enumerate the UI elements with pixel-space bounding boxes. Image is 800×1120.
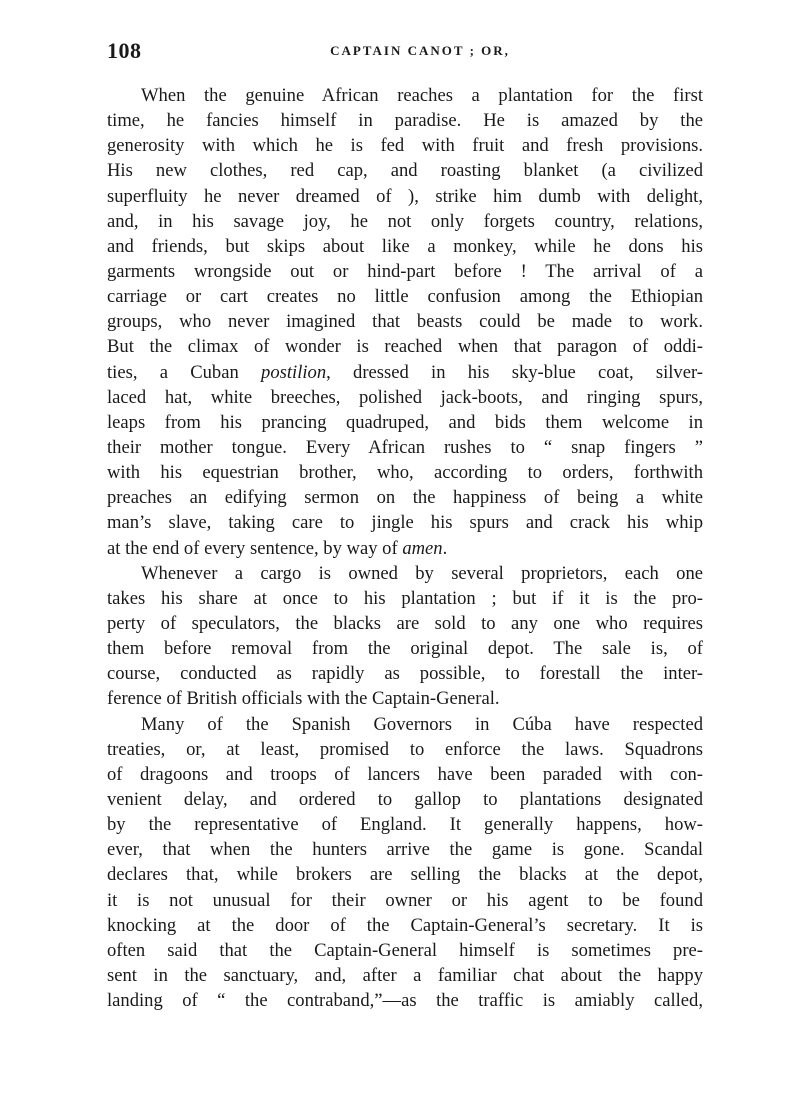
text-line bbox=[107, 510, 703, 535]
text-segment: But the climax of wonder is reached when that paragon of oddi- bbox=[107, 336, 703, 358]
text-segment: Whenever a cargo is owned by several proprietors, each one bbox=[141, 562, 703, 584]
text-segment: declares that, while brokers are selling the blacks at the depot, bbox=[107, 864, 703, 886]
text-line bbox=[107, 913, 703, 938]
text-segment: carriage or cart creates no little confusion among the Ethiopian bbox=[107, 286, 703, 308]
text-line bbox=[107, 234, 703, 259]
text-segment: groups, who never imagined that beasts could be made to work. bbox=[107, 311, 703, 333]
text-segment: superfluity he never dreamed of ), strike him dumb with delight, bbox=[107, 185, 703, 207]
text-line bbox=[107, 661, 703, 686]
text-segment: ever, that when the hunters arrive the game is gone. Scandal bbox=[107, 839, 703, 861]
text-segment: by the representative of England. It generally happens, how- bbox=[107, 814, 703, 836]
text-line bbox=[107, 712, 703, 737]
text-line bbox=[107, 334, 703, 359]
text-line bbox=[107, 385, 703, 410]
running-title: CAPTAIN CANOT ; OR, bbox=[330, 43, 510, 58]
text-segment: ties, a Cuban bbox=[107, 361, 262, 383]
text-segment: laced hat, white breeches, polished jack-boots, and ringing spurs, bbox=[107, 386, 703, 408]
text-line bbox=[107, 485, 703, 510]
text-line bbox=[107, 862, 703, 887]
text-line bbox=[107, 611, 703, 636]
text-segment: it is not unusual for their owner or his agent to be found bbox=[107, 889, 703, 911]
text-line bbox=[107, 988, 703, 1013]
text-line bbox=[107, 812, 703, 837]
text-segment: Many of the Spanish Governors in Cúba have respected bbox=[141, 713, 703, 735]
text-segment: at the end of every sentence, by way of bbox=[107, 537, 403, 559]
text-segment: with his equestrian brother, who, according to orders, forthwith bbox=[107, 462, 703, 484]
text-line bbox=[107, 184, 703, 209]
text-line bbox=[107, 762, 703, 787]
text-segment: often said that the Captain-General himself is sometimes pre- bbox=[107, 939, 703, 961]
body-text bbox=[107, 83, 703, 1013]
text-line bbox=[107, 787, 703, 812]
text-line bbox=[107, 158, 703, 183]
text-segment: garments wrongside out or hind-part before ! The arrival of a bbox=[107, 260, 703, 282]
text-segment: His new clothes, red cap, and roasting blanket (a civilized bbox=[107, 160, 703, 182]
text-segment: them before removal from the original depot. The sale is, of bbox=[107, 638, 703, 660]
text-segment: . bbox=[442, 537, 448, 559]
text-line bbox=[107, 410, 703, 435]
text-line bbox=[107, 837, 703, 862]
text-segment: man’s slave, taking care to jingle his spurs and crack his whip bbox=[107, 512, 703, 534]
text-segment: knocking at the door of the Captain-General’s secretary. It is bbox=[107, 914, 703, 936]
text-line bbox=[107, 536, 703, 561]
text-line bbox=[107, 133, 703, 158]
text-segment: course, conducted as rapidly as possible, to forestall the inter- bbox=[107, 663, 703, 685]
text-segment: and, in his savage joy, he not only forgets country, relations, bbox=[107, 210, 703, 232]
text-segment: sent in the sanctuary, and, after a familiar chat about the happy bbox=[107, 964, 703, 986]
text-line bbox=[107, 360, 703, 385]
text-segment: , dressed in his sky-blue coat, silver- bbox=[326, 361, 703, 383]
text-segment: perty of speculators, the blacks are sold to any one who requires bbox=[107, 612, 703, 634]
running-head bbox=[107, 38, 703, 68]
text-segment: treaties, or, at least, promised to enforce the laws. Squadrons bbox=[107, 738, 703, 760]
text-segment: ference of British officials with the Captain-General. bbox=[107, 688, 500, 710]
text-segment: landing of “ the contraband,”—as the traffic is amiably called, bbox=[107, 990, 703, 1012]
text-line bbox=[107, 636, 703, 661]
italic-text-segment: amen bbox=[402, 537, 443, 559]
text-line bbox=[107, 460, 703, 485]
text-segment: preaches an edifying sermon on the happiness of being a white bbox=[107, 487, 703, 509]
page-number: 108 bbox=[107, 38, 142, 63]
text-line bbox=[107, 284, 703, 309]
text-segment: venient delay, and ordered to gallop to plantations designated bbox=[107, 788, 703, 810]
text-line bbox=[107, 963, 703, 988]
text-segment: takes his share at once to his plantation ; but if it is the pro- bbox=[107, 587, 703, 609]
text-line bbox=[107, 561, 703, 586]
text-line bbox=[107, 209, 703, 234]
text-line bbox=[107, 737, 703, 762]
text-line bbox=[107, 309, 703, 334]
text-segment: and friends, but skips about like a monkey, while he dons his bbox=[107, 235, 703, 257]
text-segment: When the genuine African reaches a plantation for the first bbox=[141, 85, 703, 106]
text-line bbox=[107, 259, 703, 284]
text-line bbox=[107, 888, 703, 913]
text-line bbox=[107, 938, 703, 963]
text-line bbox=[107, 586, 703, 611]
text-segment: time, he fancies himself in paradise. He is amazed by the bbox=[107, 110, 703, 132]
text-line bbox=[107, 83, 703, 108]
text-line bbox=[107, 108, 703, 133]
text-segment: of dragoons and troops of lancers have been paraded with con- bbox=[107, 763, 703, 785]
text-segment: their mother tongue. Every African rushes to “ snap fingers ” bbox=[107, 436, 703, 458]
text-line bbox=[107, 435, 703, 460]
text-line bbox=[107, 686, 703, 711]
text-segment: generosity with which he is fed with fruit and fresh provisions. bbox=[107, 135, 703, 157]
text-segment: leaps from his prancing quadruped, and bids them welcome in bbox=[107, 411, 703, 433]
italic-text-segment: postilion bbox=[261, 361, 327, 383]
